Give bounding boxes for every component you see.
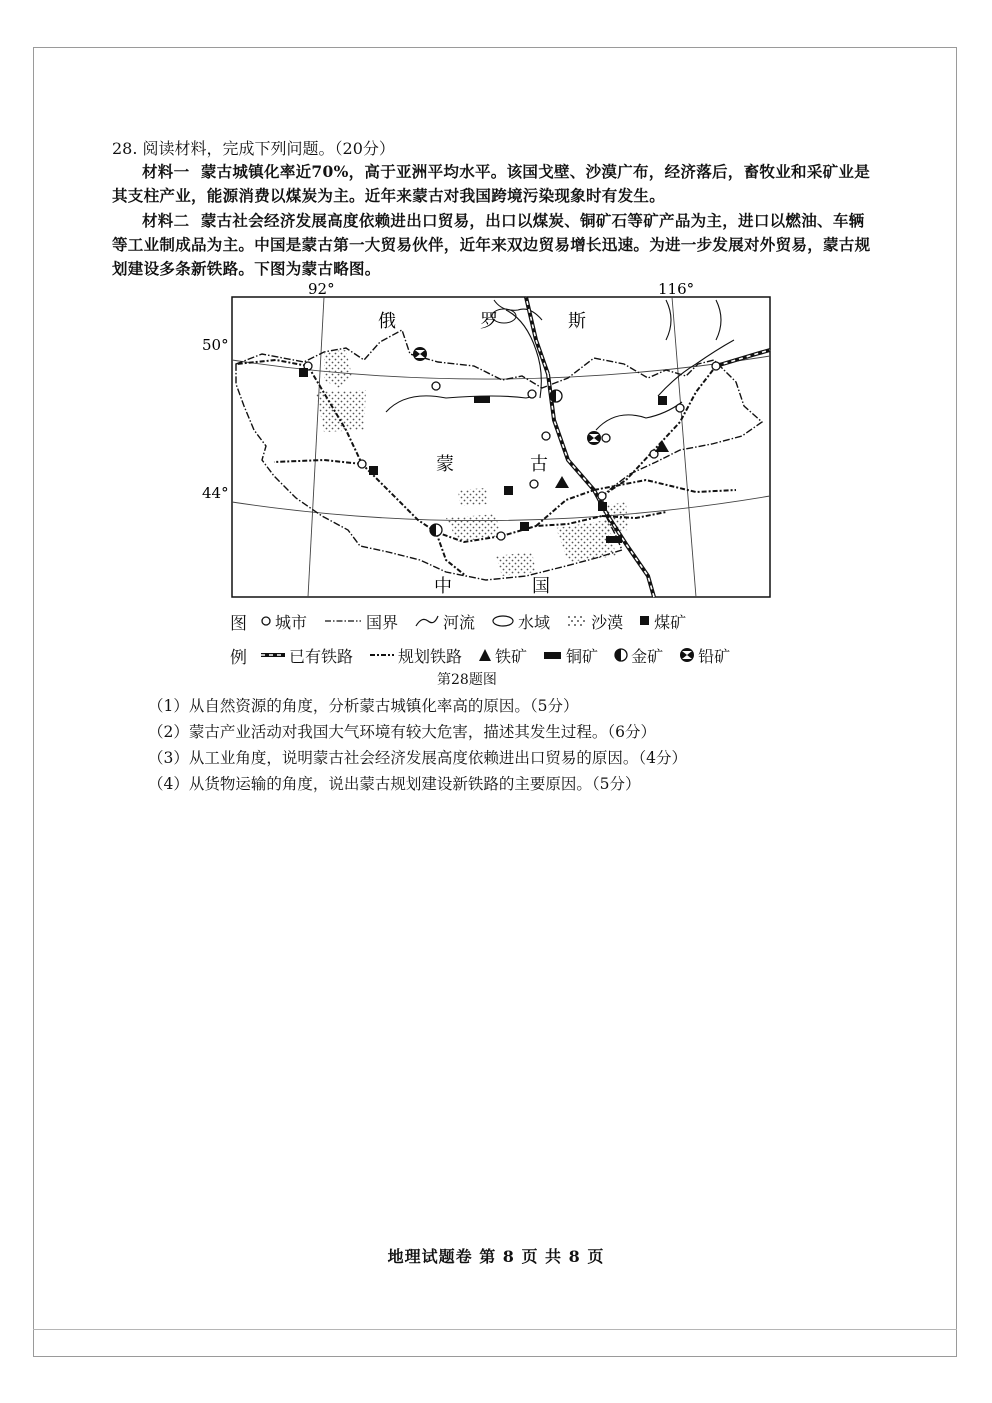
legend-iron bbox=[478, 644, 527, 667]
longitude-label-92: 92° bbox=[308, 280, 335, 298]
gold-mine-icon bbox=[614, 648, 628, 662]
sub-question-4: （4）从货物运输的角度，说出蒙古规划建设新铁路的主要原因。（5分） bbox=[148, 775, 641, 793]
label-russia-1: 俄 bbox=[378, 311, 396, 332]
legend-head-2: 例 bbox=[230, 647, 247, 668]
legend-existing-rail-label: 已有铁路 bbox=[289, 646, 354, 666]
iron-mine-icon bbox=[478, 648, 492, 662]
sub-question-1: （1）从自然资源的角度，分析蒙古城镇化率高的原因。（5分） bbox=[148, 697, 579, 715]
legend-lead-label: 铅矿 bbox=[698, 646, 731, 666]
legend-copper-label: 铜矿 bbox=[566, 646, 599, 666]
material-1 bbox=[112, 160, 872, 208]
legend-iron-label: 铁矿 bbox=[495, 646, 528, 666]
label-china-2: 国 bbox=[532, 576, 550, 597]
legend-border bbox=[323, 610, 398, 633]
legend-river bbox=[414, 610, 475, 633]
legend-head-1: 图 bbox=[230, 613, 247, 634]
map-border bbox=[232, 297, 770, 597]
legend-desert-label: 沙漠 bbox=[591, 612, 624, 632]
existing-rail-icon bbox=[260, 650, 286, 660]
copper-mine-icon bbox=[543, 650, 563, 660]
border-line-icon bbox=[323, 616, 363, 626]
latitude-label-50: 50° bbox=[202, 336, 229, 354]
latitude-label-44: 44° bbox=[202, 484, 229, 502]
label-russia-3: 斯 bbox=[568, 311, 586, 332]
legend-gold-label: 金矿 bbox=[631, 646, 664, 666]
legend-lead bbox=[679, 644, 730, 667]
material-1-text: 蒙古城镇化率近70%，高于亚洲平均水平。该国戈壁、沙漠广布，经济落后，畜牧业和采矿业是其支柱产业，能源消费以煤炭为主。近年来蒙古对我国跨境污染现象时有发生。 bbox=[112, 162, 871, 205]
legend-copper bbox=[543, 644, 598, 667]
figure-caption: 第28题图 bbox=[437, 672, 497, 688]
legend-gold bbox=[614, 644, 663, 667]
legend-water bbox=[491, 610, 550, 633]
page-divider bbox=[33, 1329, 957, 1330]
legend-row-1 bbox=[230, 606, 790, 636]
planned-rail-icon bbox=[369, 650, 395, 660]
legend-row-2 bbox=[230, 640, 790, 670]
water-icon bbox=[491, 614, 515, 628]
material-2 bbox=[112, 209, 872, 281]
graticule bbox=[232, 297, 770, 597]
material-1-lead: 材料一 bbox=[142, 162, 190, 181]
material-2-lead: 材料二 bbox=[142, 211, 190, 230]
sub-question-3: （3）从工业角度，说明蒙古社会经济发展高度依赖进出口贸易的原因。（4分） bbox=[148, 749, 687, 767]
question-title: 28. 阅读材料，完成下列问题。（20分） bbox=[112, 139, 395, 158]
legend-existing-rail bbox=[260, 644, 353, 667]
coal-mine-icon bbox=[639, 615, 651, 627]
label-mongolia-1: 蒙 bbox=[436, 454, 454, 475]
label-russia-2: 罗 bbox=[480, 311, 498, 332]
legend-coal bbox=[639, 610, 686, 633]
legend-desert bbox=[566, 610, 623, 633]
legend-coal-label: 煤矿 bbox=[654, 612, 687, 632]
legend-border-label: 国界 bbox=[366, 612, 399, 632]
sub-question-2: （2）蒙古产业活动对我国大气环境有较大危害，描述其发生过程。（6分） bbox=[148, 723, 656, 741]
label-china-1: 中 bbox=[434, 576, 452, 597]
legend-planned-rail bbox=[369, 644, 462, 667]
label-mongolia-2: 古 bbox=[530, 454, 548, 475]
legend-river-label: 河流 bbox=[443, 612, 476, 632]
legend-city bbox=[260, 610, 307, 633]
sub-questions bbox=[148, 693, 687, 797]
existing-railways bbox=[526, 297, 770, 597]
city-icon bbox=[260, 615, 272, 627]
material-2-text: 蒙古社会经济发展高度依赖进出口贸易，出口以煤炭、铜矿石等矿产品为主，进口以燃油、车辆等工业制成品为主。中国是蒙古第一大贸易伙伴，近年来双边贸易增长迅速。为进一步发展对外贸易，蒙古规划建设多条新铁路。下图为蒙古略图。 bbox=[112, 211, 871, 278]
lead-mine-icon bbox=[679, 647, 695, 663]
legend-water-label: 水域 bbox=[518, 612, 551, 632]
legend-planned-rail-label: 规划铁路 bbox=[398, 646, 463, 666]
desert-icon bbox=[566, 614, 588, 628]
page-footer: 地理试题卷 第 8 页 共 8 页 bbox=[387, 1247, 605, 1266]
legend-city-label: 城市 bbox=[275, 612, 308, 632]
longitude-label-116: 116° bbox=[658, 280, 695, 298]
river-icon bbox=[414, 614, 440, 628]
